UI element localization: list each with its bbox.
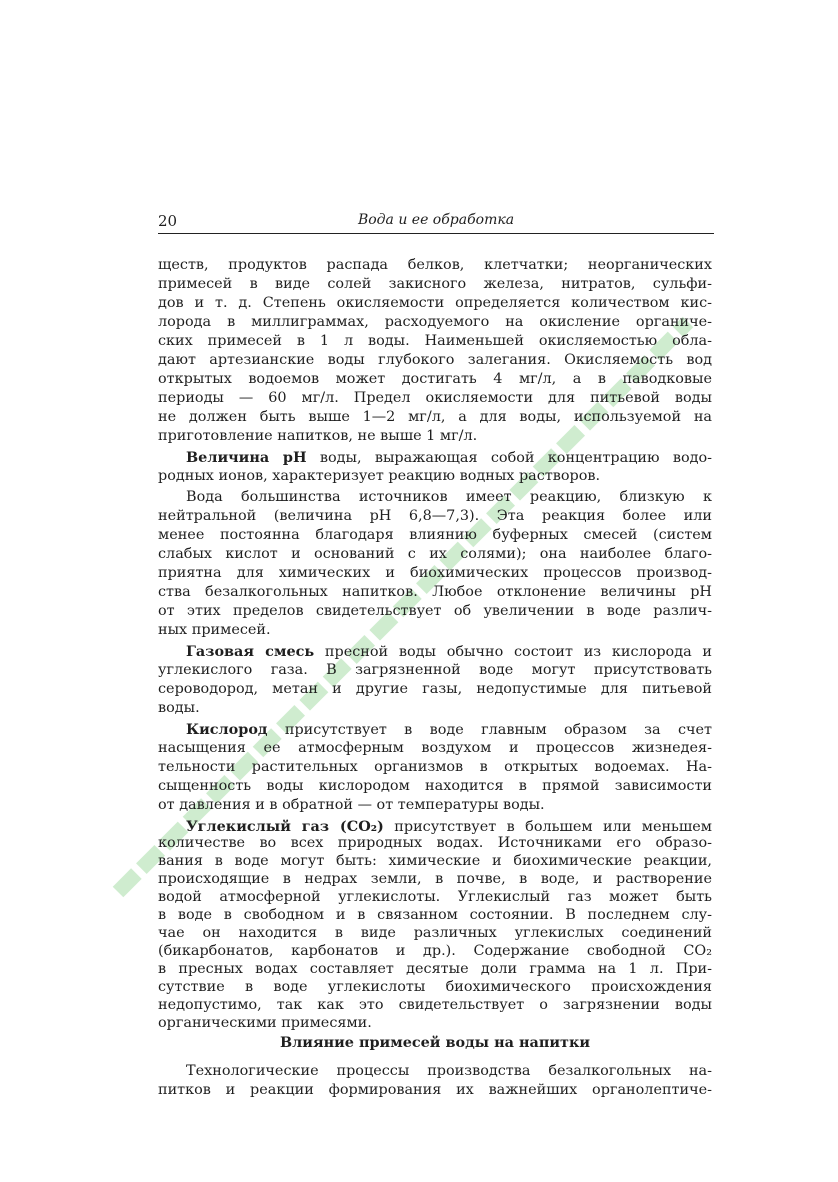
page-number: 20 <box>158 212 178 230</box>
text-line: Кислород присутствует в воде главным образом за счет <box>186 721 712 738</box>
term-gas-mixture: Газовая смесь <box>186 643 315 660</box>
text-line: чае он находится в виде различных углекислых соединений <box>158 925 712 941</box>
text-line: Углекислый газ (CO₂) присутствует в большем или меньшем <box>186 818 712 835</box>
text-line: Газовая смесь пресной воды обычно состоит из кислорода и <box>186 643 712 660</box>
term-ph: Величина pH <box>186 449 307 466</box>
text-line: нейтральной (величина pH 6,8—7,3). Эта реакция более или <box>158 508 712 524</box>
text-line: приятна для химических и биохимических процессов производ- <box>158 565 712 581</box>
text-line: ских примесей в 1 л воды. Наименьшей окисляемостью обла- <box>158 333 712 349</box>
term-oxygen: Кислород <box>186 721 268 738</box>
text-line: открытых водоемов может достигать 4 мг/л, а в паводковые <box>158 371 712 387</box>
running-title: Вода и ее обработка <box>357 212 515 228</box>
text-line: родных ионов, характеризует реакцию водных растворов. <box>158 468 601 484</box>
text-line: в пресных водах составляет десятые доли грамма на 1 л. При- <box>158 961 712 977</box>
text-line: периоды — 60 мг/л. Предел окисляемости для питьевой воды <box>158 390 712 406</box>
text-line: Величина pH воды, выражающая собой концентрацию водо- <box>186 449 712 466</box>
text-line: слабых кислот и оснований с их солями); она наиболее благо- <box>158 546 712 562</box>
text-line: недопустимо, так как это свидетельствует о загрязнении воды <box>158 997 712 1013</box>
text-line: приготовление напитков, не выше 1 мг/л. <box>158 428 478 444</box>
text-line: лорода в миллиграммах, расходуемого на окисление органиче- <box>158 314 712 330</box>
text-line: менее постоянна благодаря влиянию буферных смесей (систем <box>158 527 712 543</box>
text-line: сероводород, метан и другие газы, недопустимые для питьевой <box>158 681 712 697</box>
text-line: дов и т. д. Степень окисляемости определяется количеством кис- <box>158 295 712 311</box>
section-heading: Влияние примесей воды на напитки <box>279 1034 591 1051</box>
term-co2: Углекислый газ (CO₂) <box>186 818 384 835</box>
text-line: ства безалкогольных напитков. Любое отклонение величины pH <box>158 584 712 600</box>
text-line: воды. <box>158 700 200 716</box>
text-line: сутствие в воде углекислоты биохимического происхождения <box>158 979 712 995</box>
text-line: Технологические процессы производства безалкогольных на- <box>186 1063 712 1079</box>
text-line: не должен быть выше 1—2 мг/л, а для воды, используемой на <box>158 409 712 425</box>
text-line: ществ, продуктов распада белков, клетчатки; неорганических <box>158 257 712 273</box>
running-header <box>158 208 714 232</box>
text-line: органическими примесями. <box>158 1015 372 1031</box>
text-line: вания в воде могут быть: химические и биохимические реакции, <box>158 853 712 869</box>
text-line: количестве во всех природных водах. Источниками его образо- <box>158 835 712 851</box>
text-line: сыщенность воды кислородом находится в прямой зависимости <box>158 778 712 794</box>
header-rule <box>158 233 714 234</box>
text-line: дают артезианские воды глубокого залегания. Окисляемость вод <box>158 352 712 368</box>
text-line: насыщения ее атмосферным воздухом и процессов жизнедея- <box>158 740 712 756</box>
text-line: от этих пределов свидетельствует об увеличении в воде различ- <box>158 603 712 619</box>
text-line: в воде в свободном и в связанном состоянии. В последнем слу- <box>158 907 712 923</box>
text-line: Вода большинства источников имеет реакцию, близкую к <box>186 489 712 505</box>
text-line: тельности растительных организмов в открытых водоемах. На- <box>158 759 712 775</box>
text-line: водой атмосферной углекислоты. Углекислый газ может быть <box>158 889 712 905</box>
text-line: питков и реакции формирования их важнейших органолептиче- <box>158 1082 712 1098</box>
text-line: углекислого газа. В загрязненной воде могут присутствовать <box>158 662 712 678</box>
text-line: от давления и в обратной — от температуры воды. <box>158 797 545 813</box>
text-line: примесей в виде солей закисного железа, нитратов, сульфи- <box>158 276 712 292</box>
text-line: (бикарбонатов, карбонатов и др.). Содержание свободной CO₂ <box>158 943 712 959</box>
text-line: ных примесей. <box>158 622 271 638</box>
text-line: происходящие в недрах земли, в почве, в воде, и растворение <box>158 871 712 887</box>
